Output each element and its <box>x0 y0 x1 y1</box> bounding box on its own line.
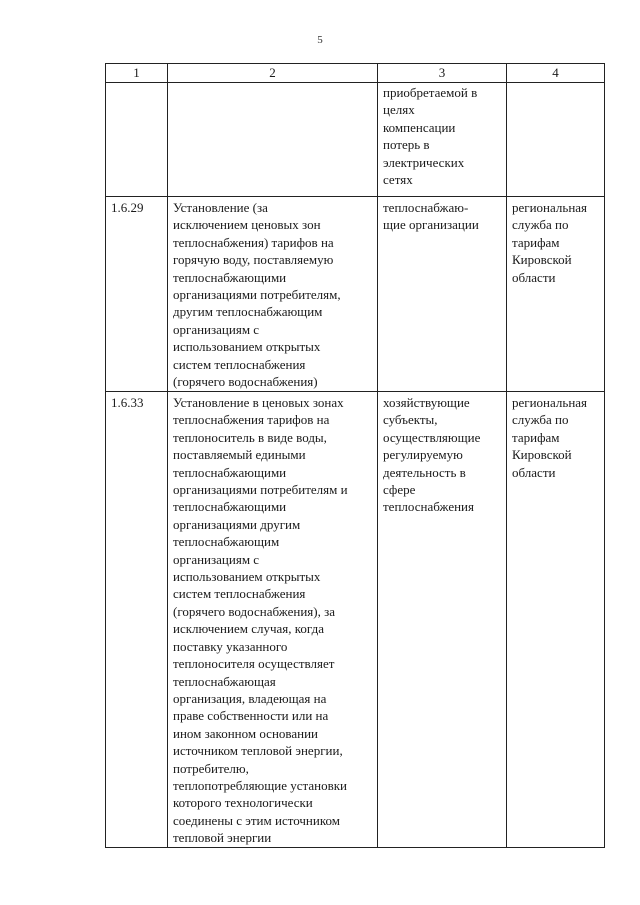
cell-text-line: организация, владеющая на <box>173 690 327 706</box>
cell-text-line: праве собственности или на <box>173 708 329 724</box>
cell-text-line: систем теплоснабжения <box>173 356 306 372</box>
authority-cell <box>507 197 605 392</box>
cell-text-line: потребителю, <box>173 760 249 776</box>
cell-text-line: сетях <box>383 172 413 188</box>
cell-text-line: исключением случая, когда <box>173 621 324 637</box>
cell-text-line: теплоснабжения тарифов на <box>173 412 330 428</box>
cell-text-line: другим теплоснабжающим <box>173 304 323 320</box>
cell-text-line: щие организации <box>383 217 479 233</box>
cell-text-line: региональная <box>512 395 588 410</box>
row-number-cell: 1.6.33 <box>106 392 168 848</box>
cell-text-line: организациями потребителям, <box>173 287 341 303</box>
table-row-1-6-33 <box>106 392 605 848</box>
row-number-cell <box>106 83 168 197</box>
cell-text-line: теплоноситель в виде воды, <box>173 429 327 445</box>
cell-text-line: теплоснабжающими <box>173 269 287 285</box>
cell-text-line: деятельность в <box>383 464 466 480</box>
cell-text-line: организациями другим <box>173 516 301 532</box>
cell-text-line: Кировской <box>512 252 572 268</box>
subjects-cell <box>378 392 507 848</box>
cell-text-line: организациями потребителям и <box>173 482 348 498</box>
cell-text-line: исключением ценовых зон <box>173 217 321 233</box>
cell-text-line: хозяйствующие <box>383 395 470 410</box>
cell-text-line: субъекты, <box>383 412 438 428</box>
cell-text-line: поставку указанного <box>173 638 288 654</box>
column-header-3: 3 <box>378 64 507 83</box>
cell-text-line: соединены с этим источником <box>173 812 340 828</box>
cell-text-line: организациям с <box>173 321 260 337</box>
cell-text-line: регулируемую <box>383 447 463 463</box>
cell-text-line: тарифам <box>512 429 560 445</box>
description-cell <box>168 197 378 392</box>
cell-text-line: Кировской <box>512 447 572 463</box>
table-row-1-6-29 <box>106 197 605 392</box>
cell-text-line: систем теплоснабжения <box>173 586 306 602</box>
cell-text-line: электрических <box>383 154 465 170</box>
cell-text-line: использованием открытых <box>173 339 321 355</box>
cell-text-line: теплоносителя осуществляет <box>173 656 335 672</box>
cell-text-line: теплоснабжающими <box>173 499 287 515</box>
subjects-cell <box>378 83 507 197</box>
cell-text-line: целях <box>383 102 415 118</box>
column-header-1: 1 <box>106 64 168 83</box>
table-row-continued <box>106 83 605 197</box>
cell-text-line: (горячего водоснабжения) <box>173 374 318 390</box>
regulation-table <box>105 63 605 848</box>
description-cell <box>168 83 378 197</box>
description-cell <box>168 392 378 848</box>
cell-text-line: теплоснабжающая <box>173 673 276 689</box>
cell-text-line: организациям с <box>173 551 260 567</box>
authority-cell <box>507 83 605 197</box>
subjects-cell <box>378 197 507 392</box>
cell-text-line: приобретаемой в <box>383 85 478 100</box>
cell-text-line: использованием открытых <box>173 569 321 585</box>
cell-text-line: служба по <box>512 412 569 428</box>
page-number: 5 <box>317 34 323 46</box>
cell-text-line: Установление в ценовых зонах <box>173 395 344 410</box>
authority-cell <box>507 392 605 848</box>
cell-text-line: региональная <box>512 200 588 215</box>
cell-text-line: тепловой энергии <box>173 830 272 846</box>
row-number-cell: 1.6.29 <box>106 197 168 392</box>
cell-text-line: теплоснабжения <box>383 499 474 515</box>
cell-text-line: области <box>512 464 556 480</box>
cell-text-line: горячую воду, поставляемую <box>173 252 334 268</box>
column-header-4: 4 <box>507 64 605 83</box>
cell-text-line: осуществляющие <box>383 429 481 445</box>
cell-text-line: теплоснабжаю- <box>383 200 469 215</box>
cell-text-line: которого технологически <box>173 795 313 811</box>
cell-text-line: ином законном основании <box>173 725 319 741</box>
cell-text-line: потерь в <box>383 137 430 153</box>
cell-text-line: теплопотребляющие установки <box>173 777 347 793</box>
cell-text-line: теплоснабжающими <box>173 464 287 480</box>
cell-text-line: теплоснабжения) тарифов на <box>173 234 334 250</box>
cell-text-line: (горячего водоснабжения), за <box>173 603 335 619</box>
cell-text-line: компенсации <box>383 119 456 135</box>
cell-text-line: области <box>512 269 556 285</box>
cell-text-line: тарифам <box>512 234 560 250</box>
cell-text-line: сфере <box>383 482 416 498</box>
cell-text-line: служба по <box>512 217 569 233</box>
cell-text-line: Установление (за <box>173 200 268 215</box>
table-header-row <box>106 64 605 83</box>
cell-text-line: поставляемый едиными <box>173 447 306 463</box>
cell-text-line: источником тепловой энергии, <box>173 743 343 759</box>
cell-text-line: теплоснабжающим <box>173 534 280 550</box>
column-header-2: 2 <box>168 64 378 83</box>
